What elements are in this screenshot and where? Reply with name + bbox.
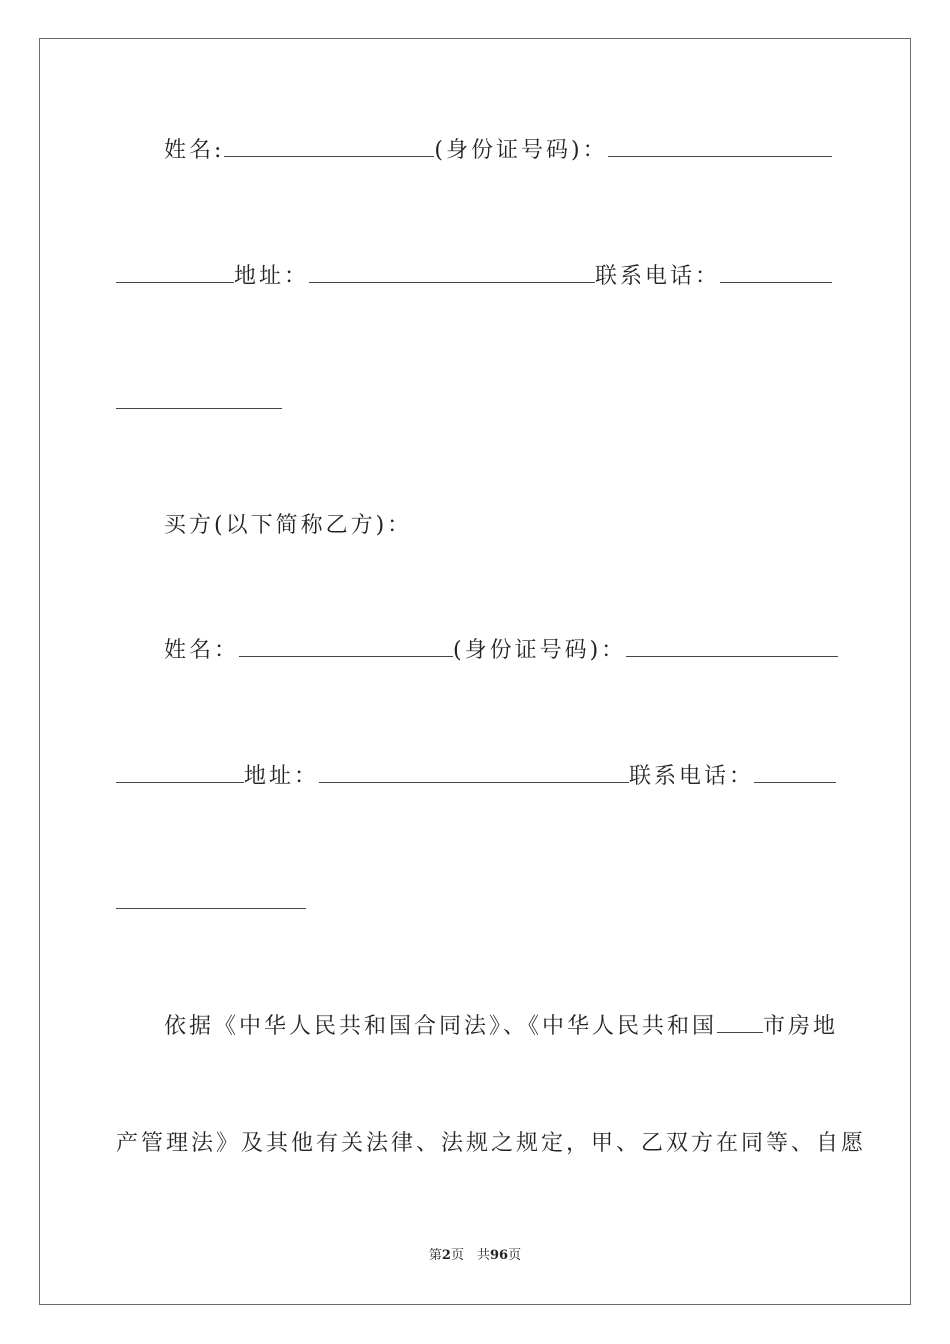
footer-page-mid: 页 共 [450,1248,490,1263]
buyer-id-blank [626,634,838,657]
page-frame [39,38,911,1305]
seller-address-line [116,260,836,292]
buyer-id-label: (身份证号码)： [453,638,627,663]
buyer-address-label: 地址： [244,764,320,789]
footer-page-number: 2 [441,1248,451,1263]
body-paragraph-line-1 [116,1010,884,1042]
seller-phone-blank [720,260,832,283]
seller-id-blank-cont [116,260,234,283]
seller-phone-label: 联系电话： [595,264,721,289]
footer-total-pages: 96 [489,1248,509,1263]
seller-name-label: 姓名: [164,138,225,163]
body-text-part2: 市房地 [763,1014,839,1039]
seller-id-label: (身份证号码)： [434,138,608,163]
buyer-name-blank [239,634,453,657]
page-footer [0,1246,950,1266]
buyer-heading-text: 买方(以下简称乙方)： [164,513,413,538]
buyer-address-blank [319,760,629,783]
seller-name-line [116,134,884,166]
buyer-phone-label: 联系电话： [629,764,755,789]
seller-phone-line [116,386,836,418]
buyer-heading [116,510,884,542]
body-text-part1: 依据《中华人民共和国合同法》、《中华人民共和国 [164,1014,718,1039]
footer-page-suffix: 页 [508,1248,522,1263]
seller-address-blank [309,260,595,283]
body-paragraph-line-2 [116,1128,867,1160]
footer-page-prefix: 第 [428,1248,442,1263]
buyer-address-line [116,760,836,792]
body-text-line2: 产管理法》及其他有关法律、法规之规定，甲、乙双方在同等、自愿 [116,1131,867,1156]
seller-name-blank [224,134,434,157]
seller-id-blank [608,134,832,157]
buyer-name-label: 姓名： [164,638,240,663]
buyer-id-blank-cont [116,760,244,783]
buyer-phone-blank [754,760,836,783]
city-blank [717,1010,763,1033]
seller-phone-blank-cont [116,386,282,409]
buyer-name-line [116,634,884,666]
seller-address-label: 地址： [234,264,310,289]
buyer-phone-blank-cont [116,886,306,909]
buyer-phone-line [116,886,836,918]
